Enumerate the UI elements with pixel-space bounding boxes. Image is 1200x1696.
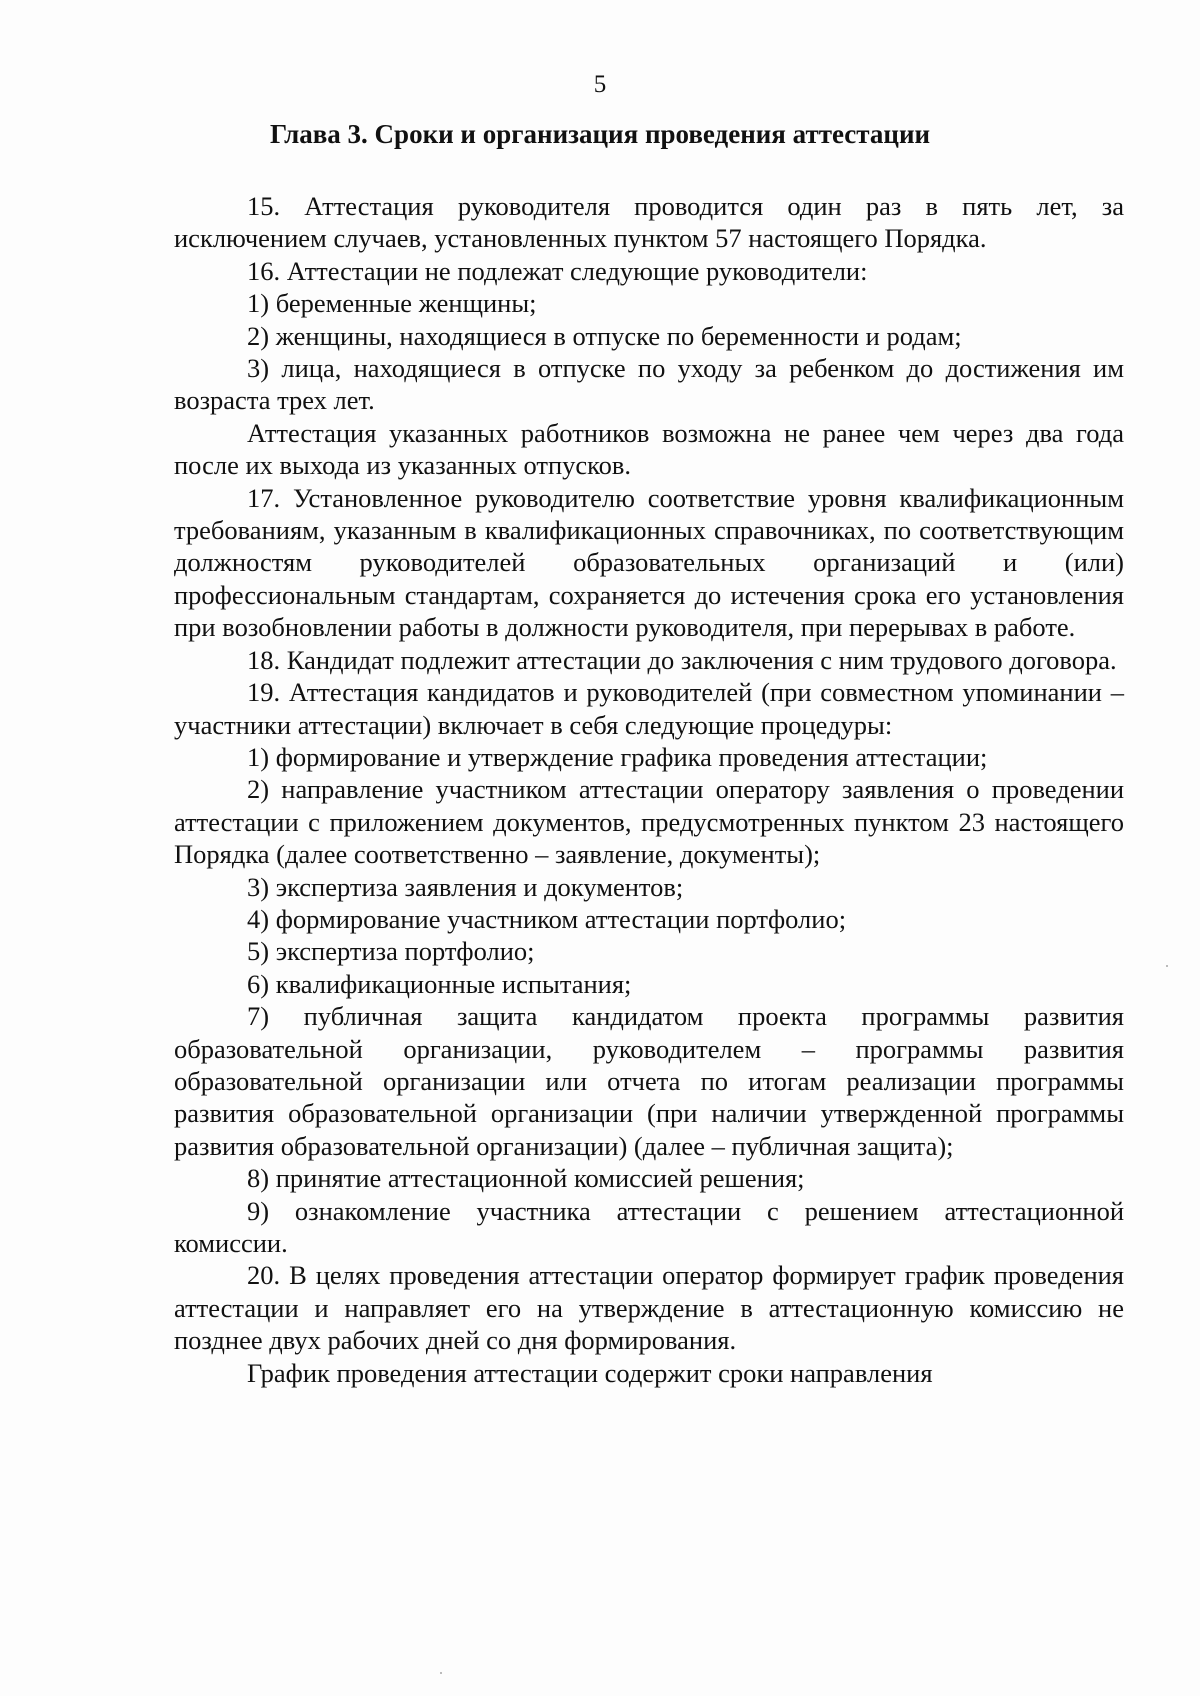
chapter-title: Глава 3. Сроки и организация проведения аттестации: [269, 119, 931, 149]
paragraph: 20. В целях проведения аттестации оператор формирует график проведения аттестации и направляет его на утверждение в аттестационную комиссию не позднее двух рабочих дней со дня формирования.: [174, 1260, 1124, 1356]
paragraph: 19. Аттестация кандидатов и руководителей (при совместном упоминании – участники аттестации) включает в себя следующие процедуры:: [174, 677, 1124, 740]
document-body: [174, 190, 1124, 1389]
paragraph: 17. Установленное руководителю соответствие уровня квалификационным требованиям, указанным в квалификационных справочниках, по соответствующим должностям руководителей образовательных организаций и (или) профессиональным стандартам, сохраняется до истечения срока его установления при возобновлении работы в должности руководителя, при перерывах в работе.: [174, 482, 1124, 643]
paragraph: 1) беременные женщины;: [247, 288, 537, 319]
page-number: 5: [593, 71, 607, 98]
paragraph: 18. Кандидат подлежит аттестации до заключения с ним трудового договора.: [247, 644, 1117, 675]
scan-speck: [440, 1672, 442, 1674]
paragraph: 6) квалификационные испытания;: [247, 968, 632, 999]
paragraph: 3) экспертиза заявления и документов;: [247, 871, 684, 902]
paragraph: 9) ознакомление участника аттестации с решением аттестационной комиссии.: [174, 1195, 1124, 1258]
scan-speck: [1166, 965, 1168, 967]
paragraph: 3) лица, находящиеся в отпуске по уходу за ребенком до достижения им возраста трех лет.: [174, 353, 1124, 416]
paragraph: 2) направление участником аттестации оператору заявления о проведении аттестации с приложением документов, предусмотренных пунктом 23 настоящего Порядка (далее соответственно – заявление, документы);: [174, 774, 1124, 870]
paragraph: 1) формирование и утверждение графика проведения аттестации;: [247, 741, 988, 772]
paragraph: 16. Аттестации не подлежат следующие руководители:: [247, 255, 868, 286]
paragraph: График проведения аттестации содержит сроки направления: [247, 1357, 933, 1388]
paragraph: 15. Аттестация руководителя проводится один раз в пять лет, за исключением случаев, установленных пунктом 57 настоящего Порядка.: [174, 191, 1124, 254]
paragraph: 5) экспертиза портфолио;: [247, 936, 535, 967]
paragraph: Аттестация указанных работников возможна не ранее чем через два года после их выхода из указанных отпусков.: [174, 417, 1124, 481]
paragraph: 4) формирование участником аттестации портфолио;: [247, 903, 847, 934]
paragraph: 7) публичная защита кандидатом проекта программы развития образовательной организации, руководителем – программы развития образовательной организации или отчета по итогам реализации программы развития образовательной организации (при наличии утвержденной программы развития образовательной организации) (далее – публичная защита);: [174, 1001, 1124, 1161]
paragraph: 8) принятие аттестационной комиссией решения;: [247, 1163, 805, 1194]
paragraph: 2) женщины, находящиеся в отпуске по беременности и родам;: [247, 320, 962, 351]
